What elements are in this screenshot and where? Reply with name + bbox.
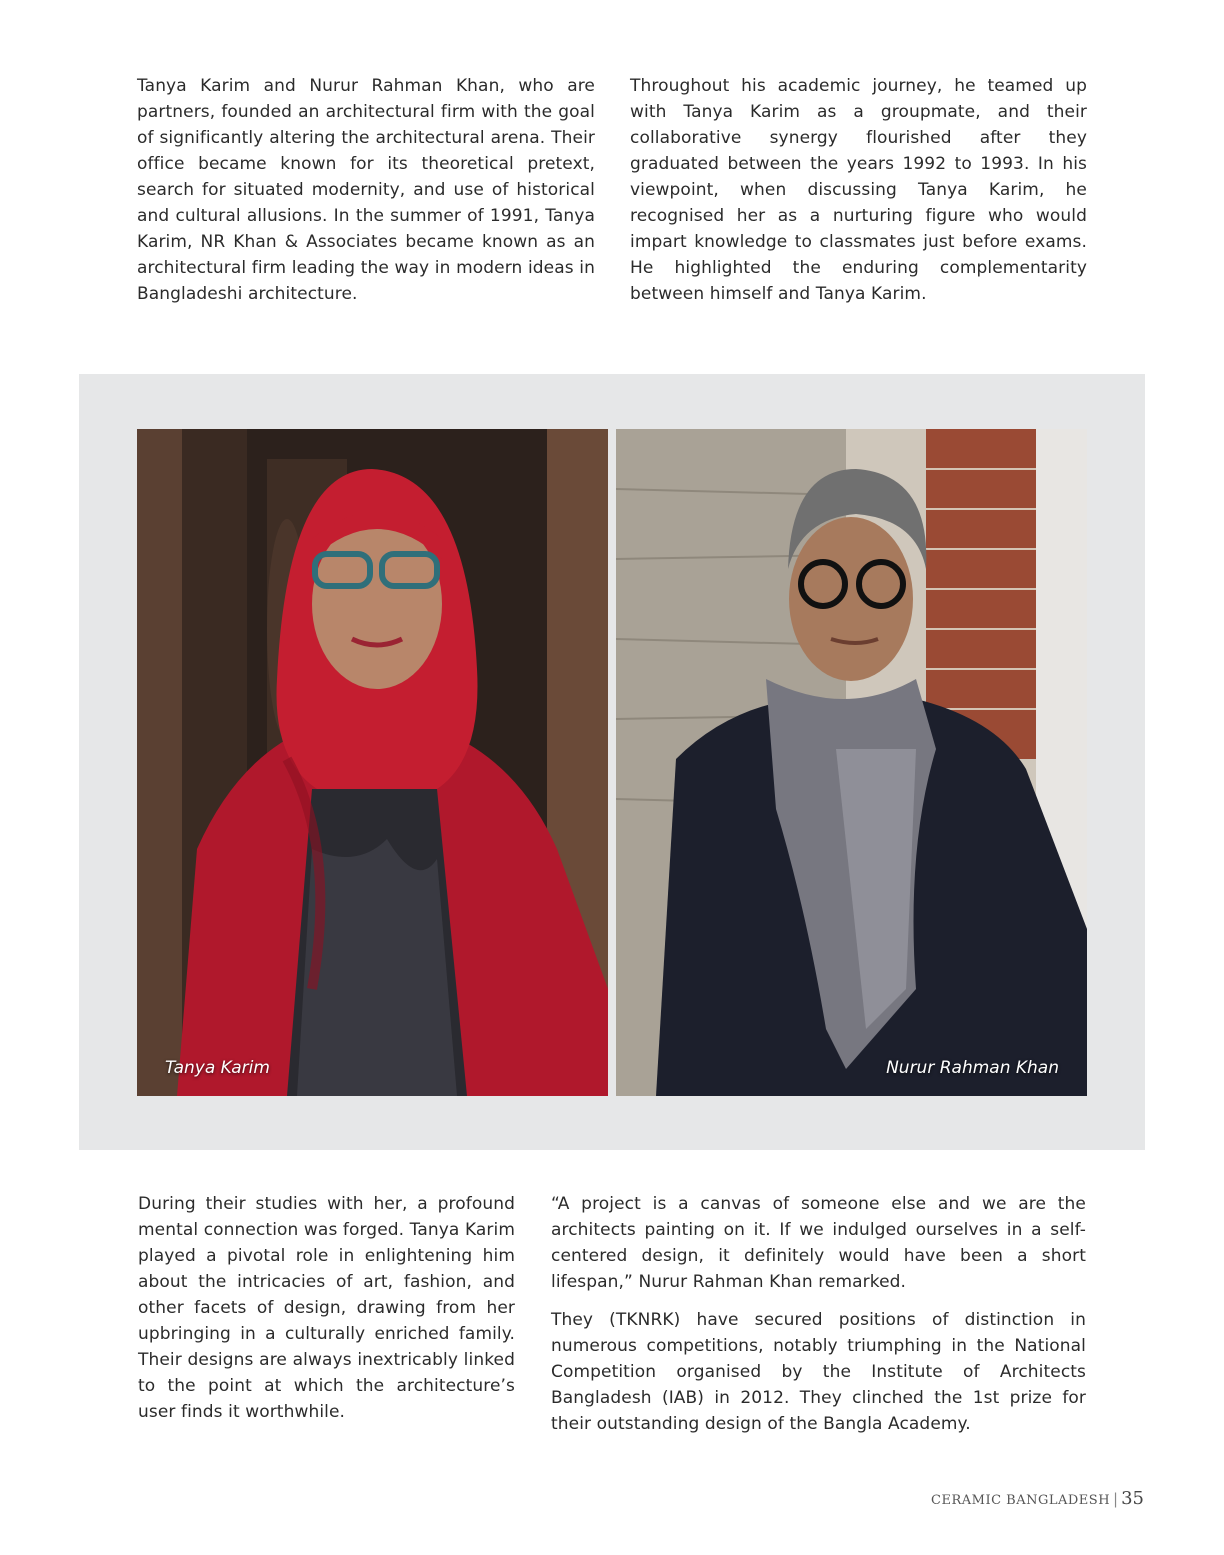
page-number: 35 <box>1121 1488 1144 1509</box>
intro-paragraph: Tanya Karim and Nurur Rahman Khan, who are partners, founded an architectural firm with the goal of significantly altering the architectural arena. Their office became known for its theoretical pretext, search for situated modernity, and use of historical and cultural allusions. In the summer of 1991, Tanya Karim, NR Khan & Associates became known as an architectural firm leading the way in modern ideas in Bangladeshi architecture. <box>137 76 595 304</box>
studies-paragraph: During their studies with her, a profound mental connection was forged. Tanya Karim played a pivotal role in enlightening him about the intricacies of art, fashion, and other facets of design, drawing from her upbringing in a culturally enriched family. Their designs are always inextricably linked to the point at which the architecture’s user finds it worthwhile. <box>138 1194 515 1422</box>
nurur-rahman-khan-portrait <box>616 429 1087 1096</box>
page-footer <box>931 1488 1144 1509</box>
tanya-karim-portrait <box>137 429 608 1096</box>
magazine-name: CERAMIC BANGLADESH <box>931 1493 1111 1508</box>
competitions-paragraph: They (TKNRK) have secured positions of distinction in numerous competitions, notably triumphing in the National Competition organised by the Institute of Architects Bangladesh (IAB) in 2012. They clinched the 1st prize for their outstanding design of the Bangla Academy. <box>551 1310 1086 1434</box>
bottom-left-column <box>138 1191 515 1437</box>
nurur-rahman-khan-caption: Nurur Rahman Khan <box>886 1058 1059 1078</box>
quote-paragraph: “A project is a canvas of someone else and we are the architects painting on it. If we indulged ourselves in a self-centered design, it definitely would have been a short lifespan,” Nurur Rahman Khan remarked. <box>551 1194 1086 1292</box>
bottom-right-column <box>551 1191 1086 1449</box>
top-right-column <box>630 73 1087 319</box>
footer-separator: | <box>1113 1490 1119 1508</box>
tanya-karim-caption: Tanya Karim <box>165 1058 270 1078</box>
academic-journey-paragraph: Throughout his academic journey, he teamed up with Tanya Karim as a groupmate, and their collaborative synergy flourished after they graduated between the years 1992 to 1993. In his viewpoint, when discussing Tanya Karim, he recognised her as a nurturing figure who would impart knowledge to classmates just before exams. He highlighted the enduring complementarity between himself and Tanya Karim. <box>630 76 1087 304</box>
top-left-column <box>137 73 595 319</box>
nurur-rahman-khan-portrait-image <box>616 429 1087 1096</box>
tanya-karim-portrait-image <box>137 429 608 1096</box>
